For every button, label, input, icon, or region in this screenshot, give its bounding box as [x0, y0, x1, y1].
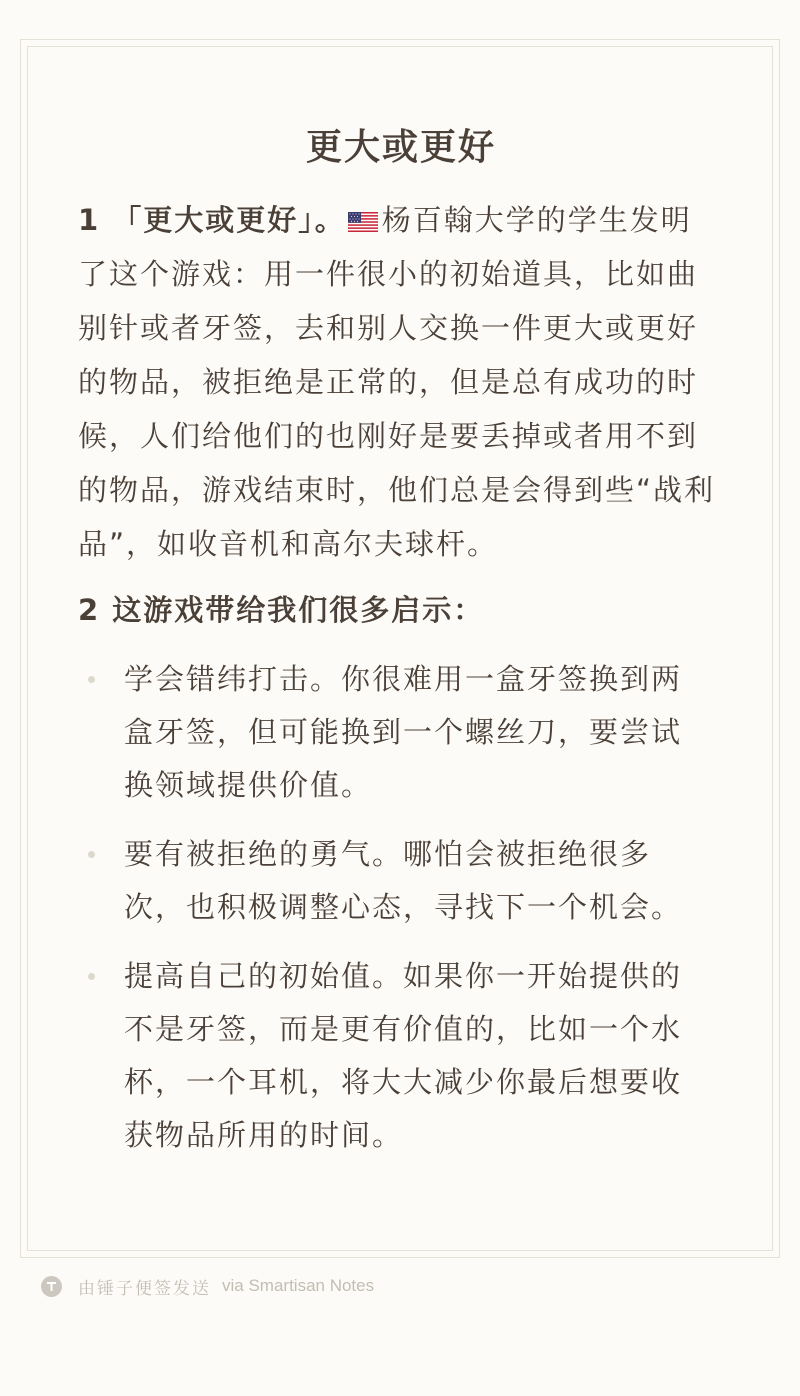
- footer: [41, 1274, 374, 1298]
- bullet-line: 获物品所用的时间。: [124, 1118, 404, 1152]
- paragraph-line: 的物品，被拒绝是正常的，但是总有成功的时: [78, 365, 699, 399]
- bullet-line: 学会错纬打击。你很难用一盒牙签换到两: [124, 662, 683, 696]
- paragraph-line: 了这个游戏：用一件很小的初始道具，比如曲: [78, 257, 699, 291]
- bullet-line: 次，也积极调整心态，寻找下一个机会。: [124, 890, 683, 924]
- note-title: 更大或更好: [305, 127, 496, 168]
- list-item: [78, 828, 768, 934]
- list-item: [78, 653, 768, 812]
- bullet-list: [78, 653, 768, 1178]
- bullet-dot: [88, 851, 95, 858]
- footer-sent-by: 由锤子便签发送: [78, 1278, 211, 1299]
- section-1-lead: 1 「更大或更好」。: [78, 203, 346, 237]
- bullet-line: 换领域提供价值。: [124, 768, 373, 802]
- paragraph-line: 的物品，游戏结束时，他们总是会得到些“战利: [78, 473, 716, 507]
- us-flag-graphic: [348, 212, 378, 232]
- section-1-paragraph: [78, 193, 768, 571]
- paragraph-line: [78, 193, 768, 247]
- paragraph-text: 杨百翰大学的学生发明: [381, 203, 692, 237]
- paragraph-line: 别针或者牙签，去和别人交换一件更大或更好: [78, 311, 699, 345]
- footer-via: via Smartisan Notes: [222, 1276, 375, 1295]
- list-item: [78, 950, 768, 1162]
- bullet-line: 不是牙签，而是更有价值的，比如一个水: [124, 1012, 683, 1046]
- us-flag-icon: [348, 212, 378, 232]
- paragraph-line: 候，人们给他们的也刚好是要丢掉或者用不到: [78, 419, 699, 453]
- smartisan-logo-icon: [41, 1276, 62, 1297]
- bullet-dot: [88, 676, 95, 683]
- bullet-dot: [88, 973, 95, 980]
- bullet-line: 盒牙签，但可能换到一个螺丝刀，要尝试: [124, 715, 683, 749]
- bullet-line: 杯，一个耳机，将大大减少你最后想要收: [124, 1065, 683, 1099]
- bullet-line: 要有被拒绝的勇气。哪怕会被拒绝很多: [124, 837, 652, 871]
- bullet-line: 提高自己的初始值。如果你一开始提供的: [124, 959, 683, 993]
- paragraph-line: 品”，如收音机和高尔夫球杆。: [78, 527, 499, 561]
- section-2-heading: 2 这游戏带给我们很多启示：: [78, 593, 485, 627]
